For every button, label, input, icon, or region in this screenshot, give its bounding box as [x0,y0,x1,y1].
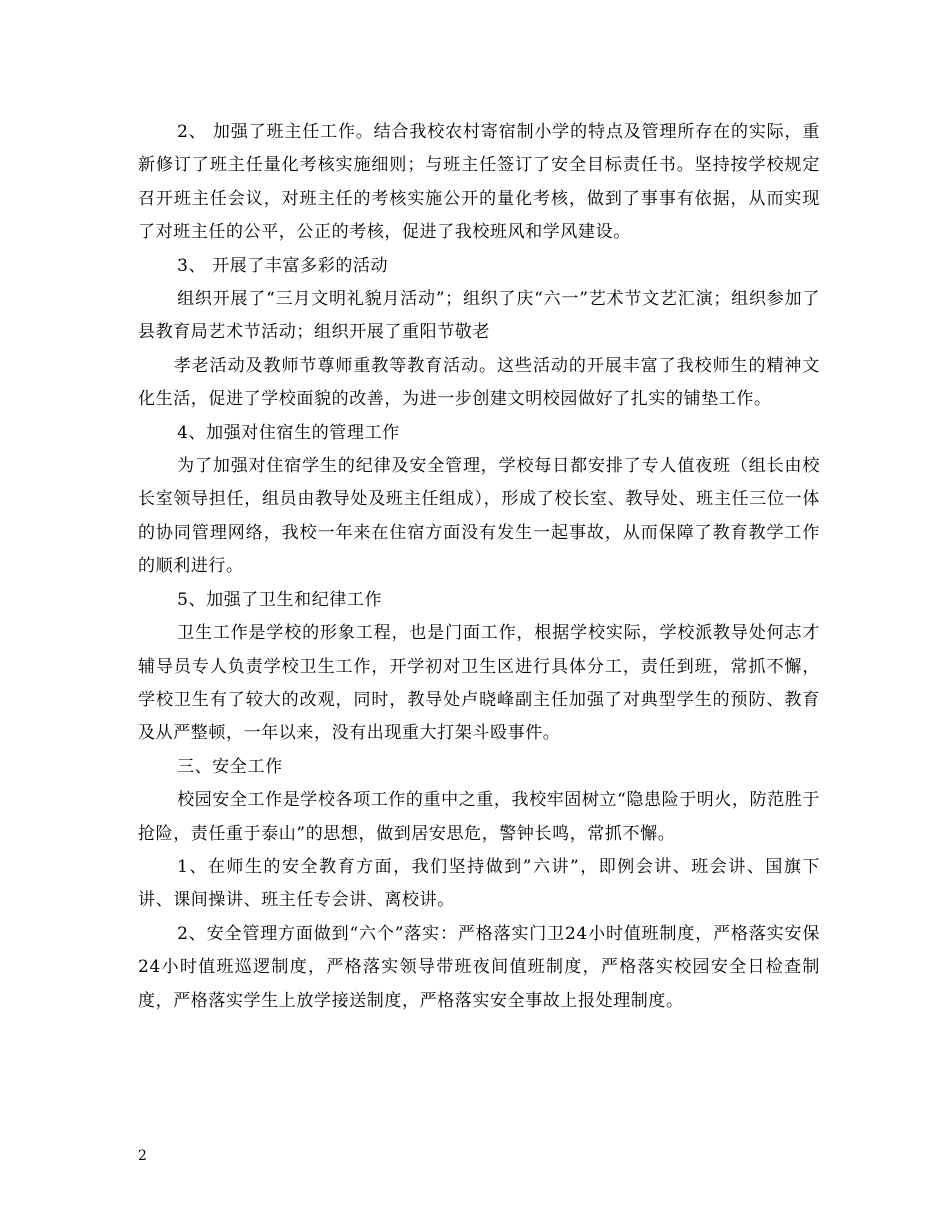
document-body [138,116,820,1018]
heading-hygiene-discipline: 5、加强了卫生和纪律工作 [177,589,383,610]
paragraph-hygiene-discipline: 卫生工作是学校的形象工程，也是门面工作，根据学校实际，学校派教导处何志才辅导员专人负责学校卫生工作，开学初对卫生区进行具体分工，责任到班，常抓不懈，学校卫生有了较大的改观，同时，教导处卢晓峰副主任加强了对典型学生的预防、教育及从严整顿，一年以来，没有出现重大打架斗殴事件。 [138,623,820,744]
heading-activities: 3、 开展了丰富多彩的活动 [177,255,389,276]
heading-boarding-management: 4、加强对住宿生的管理工作 [177,422,400,443]
heading-safety-work: 三、安全工作 [177,756,283,777]
paragraph-safety-education: 1、在师生的安全教育方面，我们坚持做到”六讲”，即例会讲、班会讲、国旗下讲、课间操讲、班主任专会讲、离校讲。 [138,856,820,911]
paragraph-activities-effect: 孝老活动及教师节尊师重教等教育活动。这些活动的开展丰富了我校师生的精神文化生活，促进了学校面貌的改善，为进一步创建文明校园做好了扎实的铺垫工作。 [138,355,820,410]
paragraph-safety-management: 2、安全管理方面做到“六个”落实：严格落实门卫24小时值班制度，严格落实安保24小时值班巡逻制度，严格落实领导带班夜间值班制度，严格落实校园安全日检查制度，严格落实学生上放学接送制度，严格落实安全事故上报处理制度。 [138,923,820,1011]
paragraph-boarding-management: 为了加强对住宿学生的纪律及安全管理，学校每日都安排了专人值夜班（组长由校长室领导担任，组员由教导处及班主任组成），形成了校长室、教导处、班主任三位一体的协同管理网络，我校一年来在住宿方面没有发生一起事故，从而保障了教育教学工作的顺利进行。 [138,456,820,577]
paragraph-class-teacher-work: 2、 加强了班主任工作。结合我校农村寄宿制小学的特点及管理所存在的实际，重新修订了班主任量化考核实施细则；与班主任签订了安全目标责任书。坚持按学校规定召开班主任会议，对班主任的考核实施公开的量化考核，做到了事事有依据，从而实现了对班主任的公平，公正的考核，促进了我校班风和学风建设。 [138,122,820,243]
page-number: 2 [138,1148,147,1164]
paragraph-safety-intro: 校园安全工作是学校各项工作的重中之重，我校牢固树立“隐患险于明火，防范胜于抢险，责任重于泰山”的思想，做到居安思危，警钟长鸣，常抓不懈。 [138,790,820,844]
paragraph-activities-list: 组织开展了“三月文明礼貌月活动”；组织了庆“六一”艺术节文艺汇演；组织参加了县教育局艺术节活动；组织开展了重阳节敬老 [138,289,820,343]
